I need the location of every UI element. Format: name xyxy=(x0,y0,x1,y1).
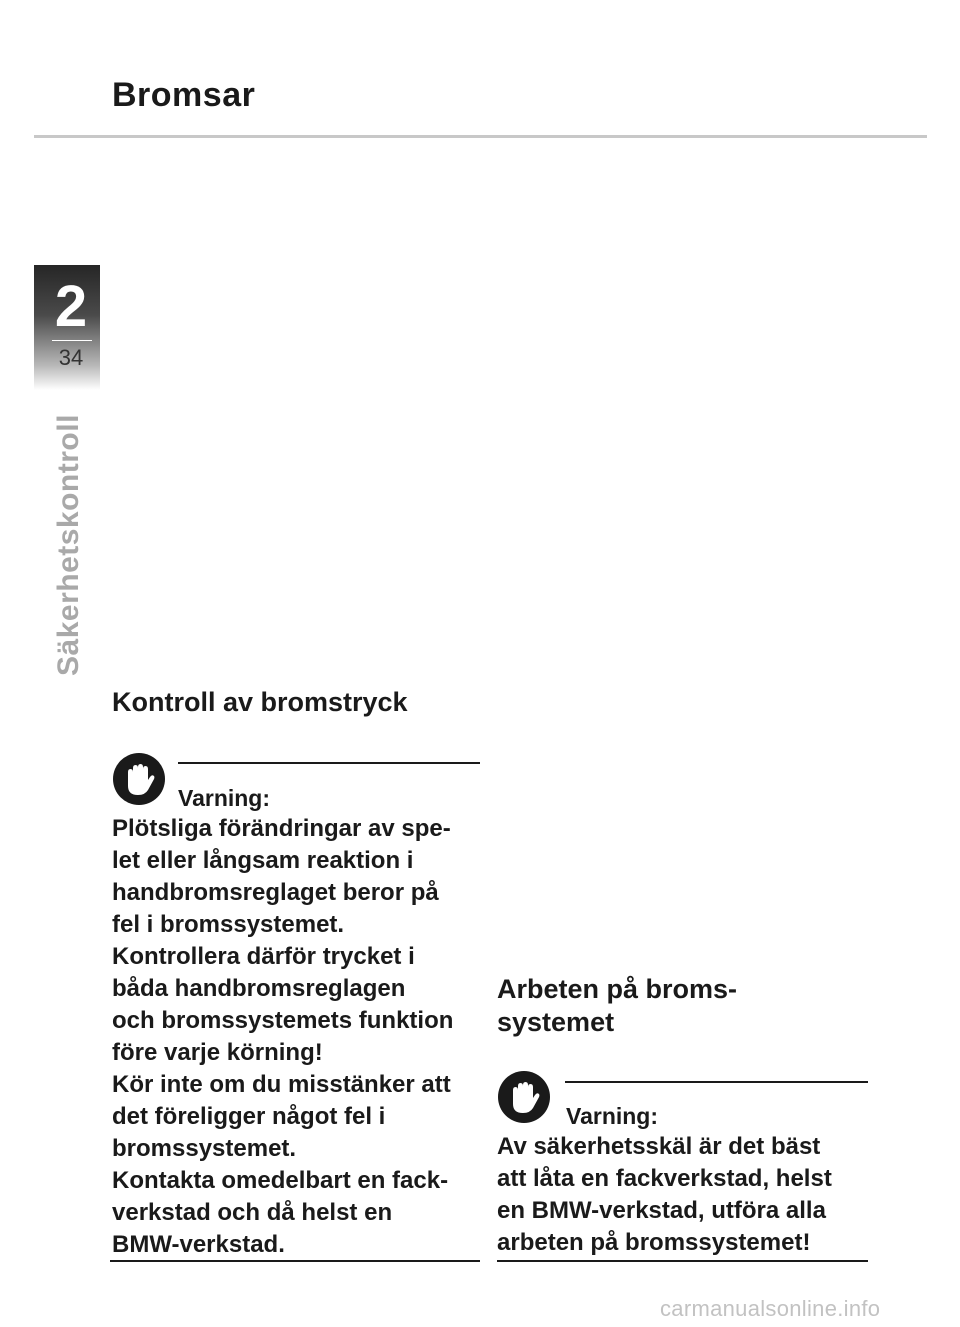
section-end-rule xyxy=(110,1260,480,1262)
warning-divider xyxy=(178,762,480,764)
chapter-tab xyxy=(34,265,100,390)
watermark: carmanualsonline.info xyxy=(660,1296,881,1321)
stop-hand-icon xyxy=(112,752,166,806)
side-section-label: Säkerhetskontroll xyxy=(52,414,85,676)
title-divider xyxy=(34,135,927,138)
stop-hand-icon xyxy=(497,1070,551,1124)
section-end-rule xyxy=(497,1260,868,1262)
page-number: 34 xyxy=(58,345,84,370)
warning-divider xyxy=(565,1081,868,1083)
section-heading-brake-pressure: Kontroll av bromstryck xyxy=(112,687,408,717)
warning-label: Varning: xyxy=(566,1103,659,1129)
warning-text: Plötsliga förändringar av spe- let eller långsam reaktion i handbromsreglaget beror på fel i bromssystemet. Kontrollera därför trycket i båda handbromsreglagen och bromssystemets funktion före varje körning! Kör inte om du misstänker att det föreligger något fel i bromssystemet. Kontakta omedelbart en fack- verkstad och då helst en BMW-verkstad. xyxy=(112,815,454,1258)
section-heading-brake-work: Arbeten på broms- systemet xyxy=(497,974,738,1037)
chapter-number: 2 xyxy=(54,274,88,339)
chapter-divider xyxy=(52,340,92,341)
warning-label: Varning: xyxy=(178,785,271,811)
page-title: Bromsar xyxy=(112,76,256,114)
warning-text: Av säkerhetsskäl är det bäst att låta en fackverkstad, helst en BMW-verkstad, utföra alla arbeten på bromssystemet! xyxy=(497,1133,832,1256)
